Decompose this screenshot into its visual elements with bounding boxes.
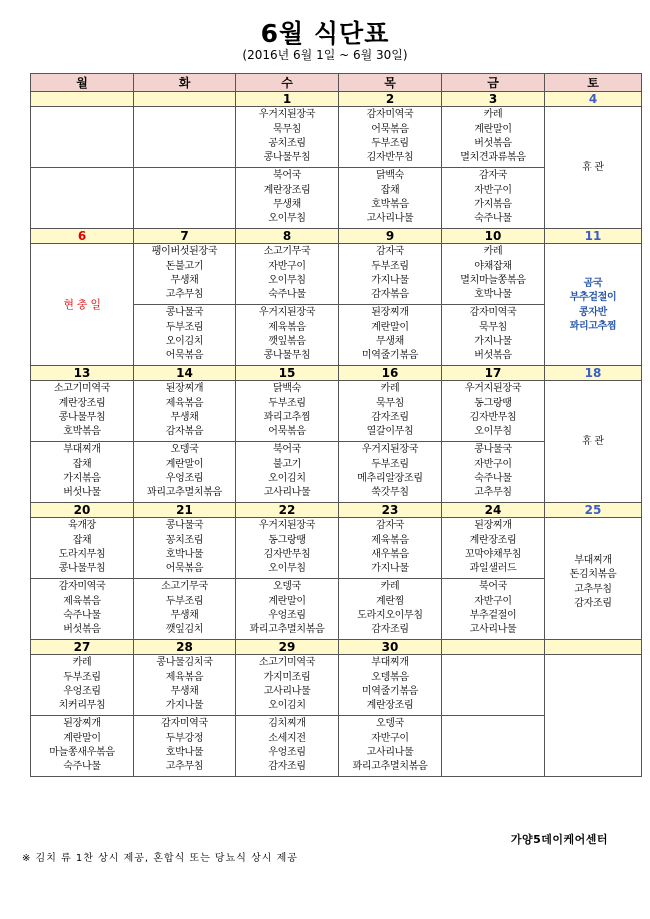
menu-cell bbox=[339, 579, 442, 640]
menu-item: 잡채 bbox=[380, 184, 400, 196]
menu-cell bbox=[236, 107, 339, 168]
menu-item: 제육볶음 bbox=[63, 595, 101, 607]
menu-item: 오뎅볶음 bbox=[371, 671, 409, 683]
menu-item: 돈김치볶음 bbox=[569, 569, 617, 581]
date-row bbox=[31, 366, 642, 381]
menu-item: 고사리나물 bbox=[469, 624, 517, 636]
menu-item: 북어국 bbox=[272, 170, 302, 182]
menu-cell bbox=[442, 107, 545, 168]
menu-item: 호박나물 bbox=[165, 549, 204, 560]
center-name: 가양5데이케어센터 bbox=[510, 833, 608, 846]
menu-item: 자반구이 bbox=[371, 732, 409, 744]
menu-item: 김치찌개 bbox=[268, 718, 306, 730]
menu-item: 고추무침 bbox=[165, 289, 204, 301]
menu-cell bbox=[442, 381, 545, 442]
menu-item: 콩나물무침 bbox=[263, 152, 311, 164]
menu-item: 콩나물국 bbox=[474, 444, 512, 456]
date-cell: 15 bbox=[236, 366, 339, 381]
menu-item: 꽈리고추멸치볶음 bbox=[147, 487, 222, 499]
menu-item: 고사리나물 bbox=[366, 213, 414, 225]
menu-item: 무생채 bbox=[170, 412, 199, 423]
menu-item: 우거지된장국 bbox=[361, 444, 419, 456]
menu-cell bbox=[31, 381, 134, 442]
menu-item: 고추무침 bbox=[574, 583, 612, 595]
lunch-row bbox=[31, 381, 642, 442]
menu-cell bbox=[339, 107, 442, 168]
menu-item: 도라지오이무침 bbox=[357, 610, 423, 621]
menu-item: 공치조림 bbox=[268, 138, 306, 149]
menu-item: 호박볶음 bbox=[371, 199, 409, 210]
menu-item: 두부조림 bbox=[371, 260, 409, 272]
menu-item: 두부조림 bbox=[63, 671, 101, 683]
menu-item: 꽈리고추찜 bbox=[569, 320, 617, 332]
menu-item: 계란말이 bbox=[371, 321, 409, 333]
menu-item: 우거지된장국 bbox=[258, 520, 316, 532]
date-row bbox=[31, 92, 642, 107]
menu-item: 감자국 bbox=[375, 520, 405, 532]
date-cell: 22 bbox=[236, 503, 339, 518]
menu-item: 가지볶음 bbox=[63, 473, 101, 484]
menu-item: 숙주나물 bbox=[63, 761, 101, 773]
menu-item: 꼬막야채무침 bbox=[464, 549, 522, 560]
menu-item: 계란말이 bbox=[63, 732, 101, 744]
menu-cell bbox=[134, 381, 236, 442]
menu-item: 우엉조림 bbox=[268, 747, 306, 758]
menu-item: 가지나물 bbox=[165, 700, 204, 712]
menu-cell bbox=[31, 716, 134, 777]
menu-cell bbox=[31, 655, 134, 716]
menu-cell bbox=[339, 244, 442, 305]
menu-cell bbox=[442, 305, 545, 366]
menu-item: 동그랑땡 bbox=[268, 534, 306, 546]
menu-cell bbox=[339, 442, 442, 503]
weekday-tue: 화 bbox=[134, 74, 236, 92]
menu-item: 카레 bbox=[380, 581, 400, 593]
menu-item: 부대찌개 bbox=[63, 444, 101, 456]
menu-item: 된장찌개 bbox=[165, 383, 204, 395]
date-row bbox=[31, 229, 642, 244]
menu-item: 계란말이 bbox=[474, 123, 512, 135]
weekday-header-row bbox=[31, 74, 642, 92]
menu-item: 콩자반 bbox=[578, 306, 608, 318]
menu-item: 닭백숙 bbox=[375, 170, 405, 182]
menu-item: 무생채 bbox=[272, 199, 302, 210]
menu-item: 도라지무침 bbox=[58, 549, 106, 560]
menu-item: 부추겉절이 bbox=[469, 610, 517, 621]
menu-item: 부추겉절이 bbox=[569, 292, 617, 304]
holiday-label: 현 충 일 bbox=[63, 297, 101, 311]
menu-cell bbox=[134, 305, 236, 366]
menu-item: 소세지전 bbox=[268, 732, 306, 744]
date-cell: 13 bbox=[31, 366, 134, 381]
menu-item: 계란말이 bbox=[165, 458, 204, 470]
menu-cell bbox=[31, 168, 134, 229]
menu-item: 소고기미역국 bbox=[258, 657, 316, 669]
menu-item: 오이무침 bbox=[268, 275, 306, 286]
menu-cell bbox=[31, 107, 134, 168]
menu-item: 가지나물 bbox=[371, 275, 409, 286]
menu-item: 치커리무침 bbox=[58, 700, 106, 712]
menu-item: 오뎅국 bbox=[375, 718, 405, 730]
menu-item: 꽈리고추멸치볶음 bbox=[249, 624, 325, 636]
menu-item: 두부조림 bbox=[165, 321, 204, 333]
menu-cell bbox=[442, 442, 545, 503]
menu-item: 제육볶음 bbox=[165, 397, 204, 409]
menu-item: 버섯나물 bbox=[63, 487, 101, 499]
menu-cell bbox=[339, 716, 442, 777]
menu-item: 감자볶음 bbox=[165, 426, 204, 438]
menu-item: 소고기무국 bbox=[263, 246, 311, 258]
lunch-row bbox=[31, 655, 642, 716]
menu-item: 콩나물무침 bbox=[263, 350, 311, 362]
lunch-row bbox=[31, 518, 642, 579]
menu-item: 육개장 bbox=[67, 520, 97, 532]
menu-item: 열갈이무침 bbox=[366, 426, 414, 438]
menu-item: 팽이버섯된장국 bbox=[151, 246, 218, 258]
date-cell: 18 bbox=[545, 366, 642, 381]
menu-item: 콩나물무침 bbox=[58, 412, 106, 423]
menu-item: 감자조림 bbox=[574, 597, 612, 609]
menu-item: 콩나물국 bbox=[165, 307, 204, 319]
menu-item: 두부조림 bbox=[165, 595, 204, 607]
menu-cell bbox=[236, 244, 339, 305]
menu-item: 된장찌개 bbox=[371, 307, 409, 319]
menu-cell bbox=[134, 244, 236, 305]
menu-item: 오이김치 bbox=[165, 336, 204, 347]
menu-item: 자반구이 bbox=[268, 260, 306, 272]
menu-item: 과일샐러드 bbox=[469, 563, 517, 575]
date-cell: 21 bbox=[134, 503, 236, 518]
menu-item: 감자미역국 bbox=[469, 307, 517, 319]
menu-cell bbox=[31, 579, 134, 640]
date-row bbox=[31, 503, 642, 518]
menu-item: 계란장조림 bbox=[469, 534, 517, 546]
menu-item: 부대찌개 bbox=[371, 657, 409, 669]
menu-item: 감자미역국 bbox=[366, 109, 414, 121]
menu-cell bbox=[236, 168, 339, 229]
date-cell: 10 bbox=[442, 229, 545, 244]
menu-cell bbox=[442, 244, 545, 305]
menu-item: 잡채 bbox=[72, 458, 92, 470]
menu-item: 자반구이 bbox=[474, 184, 512, 196]
menu-item: 우거지된장국 bbox=[464, 383, 522, 395]
menu-cell bbox=[442, 655, 545, 716]
menu-item: 숙주나물 bbox=[63, 610, 101, 621]
menu-item: 메추리알장조림 bbox=[357, 473, 423, 484]
menu-item: 묵무침 bbox=[272, 123, 302, 135]
menu-item: 무생채 bbox=[170, 275, 199, 286]
menu-item: 고추무침 bbox=[474, 487, 512, 499]
menu-cell bbox=[134, 716, 236, 777]
menu-item: 오이무침 bbox=[268, 213, 306, 225]
menu-item: 소고기무국 bbox=[161, 581, 208, 593]
menu-item: 제육볶음 bbox=[371, 534, 409, 546]
menu-item: 부대찌개 bbox=[574, 554, 612, 566]
menu-cell bbox=[339, 168, 442, 229]
date-cell: 23 bbox=[339, 503, 442, 518]
menu-item: 꽁치조림 bbox=[165, 534, 204, 546]
menu-item: 제육볶음 bbox=[268, 321, 306, 333]
date-cell: 27 bbox=[31, 640, 134, 655]
menu-item: 무생채 bbox=[170, 686, 199, 697]
menu-item: 카레 bbox=[72, 657, 92, 669]
menu-item: 버섯볶음 bbox=[474, 138, 512, 149]
menu-item: 오이김치 bbox=[268, 473, 306, 484]
date-cell: 24 bbox=[442, 503, 545, 518]
menu-item: 계란찜 bbox=[375, 595, 405, 607]
weekday-sat: 토 bbox=[545, 74, 642, 92]
menu-item: 제육볶음 bbox=[165, 671, 204, 683]
date-cell: 29 bbox=[236, 640, 339, 655]
menu-item: 계란장조림 bbox=[58, 397, 106, 409]
menu-item: 우거지된장국 bbox=[258, 307, 316, 319]
lunch-row bbox=[31, 107, 642, 168]
menu-cell bbox=[236, 655, 339, 716]
menu-cell bbox=[236, 381, 339, 442]
menu-cell bbox=[442, 168, 545, 229]
weekday-mon: 월 bbox=[31, 74, 134, 92]
date-cell: 11 bbox=[545, 229, 642, 244]
date-cell: 14 bbox=[134, 366, 236, 381]
menu-item: 콩나물무침 bbox=[58, 563, 106, 575]
menu-item: 깻잎볶음 bbox=[268, 336, 306, 347]
menu-item: 불고기 bbox=[272, 458, 302, 470]
menu-item: 두부강정 bbox=[165, 732, 204, 744]
saturday-cell bbox=[545, 244, 642, 366]
date-row bbox=[31, 640, 642, 655]
menu-cell bbox=[134, 168, 236, 229]
menu-cell bbox=[442, 716, 545, 777]
menu-item: 휴 관 bbox=[582, 436, 604, 448]
menu-item: 무생채 bbox=[375, 336, 405, 347]
menu-cell bbox=[236, 442, 339, 503]
date-cell: 1 bbox=[236, 92, 339, 107]
menu-item: 동그랑땡 bbox=[474, 397, 512, 409]
date-cell: 6 bbox=[31, 229, 134, 244]
menu-item: 된장찌개 bbox=[474, 520, 512, 532]
date-cell: 3 bbox=[442, 92, 545, 107]
page-title: 6월 식단표 bbox=[260, 19, 390, 48]
menu-item: 콩나물김치국 bbox=[156, 657, 213, 669]
menu-item: 김자반무침 bbox=[263, 549, 311, 560]
date-cell: 28 bbox=[134, 640, 236, 655]
menu-item: 무생채 bbox=[170, 610, 199, 621]
saturday-cell bbox=[545, 518, 642, 640]
menu-item: 소고기미역국 bbox=[53, 383, 111, 395]
menu-cell bbox=[442, 518, 545, 579]
menu-item: 콩나물국 bbox=[165, 520, 204, 532]
date-cell bbox=[442, 640, 545, 655]
menu-item: 오이무침 bbox=[474, 426, 512, 438]
menu-item: 고사리나물 bbox=[263, 686, 311, 697]
menu-item: 가지볶음 bbox=[474, 199, 512, 210]
menu-item: 북어국 bbox=[272, 444, 302, 456]
menu-item: 멸치견과류볶음 bbox=[460, 152, 526, 164]
date-cell: 9 bbox=[339, 229, 442, 244]
menu-item: 깻잎김치 bbox=[165, 624, 204, 636]
date-cell: 8 bbox=[236, 229, 339, 244]
menu-item: 고추무침 bbox=[165, 761, 204, 773]
menu-cell bbox=[339, 305, 442, 366]
menu-item: 우엉조림 bbox=[63, 686, 101, 697]
menu-item: 계란장조림 bbox=[263, 184, 311, 196]
weekday-fri: 금 bbox=[442, 74, 545, 92]
menu-cell bbox=[134, 442, 236, 503]
menu-cell bbox=[31, 442, 134, 503]
menu-item: 감자조림 bbox=[371, 624, 409, 636]
menu-item: 가지미조림 bbox=[263, 671, 311, 683]
menu-cell bbox=[236, 579, 339, 640]
menu-item: 곰국 bbox=[583, 277, 603, 289]
footnote: ※ 김치 류 1찬 상시 제공, 혼합식 또는 당뇨식 상시 제공 bbox=[22, 853, 298, 864]
menu-item: 두부조림 bbox=[371, 138, 409, 149]
menu-item: 고사리나물 bbox=[263, 487, 311, 499]
menu-item: 감자국 bbox=[478, 170, 508, 182]
menu-item: 호박볶음 bbox=[63, 426, 101, 438]
menu-cell bbox=[134, 518, 236, 579]
menu-item: 카레 bbox=[483, 246, 503, 258]
menu-item: 꽈리고추멸치볶음 bbox=[352, 761, 428, 773]
menu-item: 계란말이 bbox=[268, 595, 306, 607]
holiday-cell bbox=[31, 244, 134, 366]
date-cell: 7 bbox=[134, 229, 236, 244]
menu-item: 자반구이 bbox=[474, 458, 512, 470]
date-cell: 20 bbox=[31, 503, 134, 518]
menu-item: 오이김치 bbox=[268, 700, 306, 712]
menu-item: 감자조림 bbox=[268, 761, 306, 773]
date-cell bbox=[134, 92, 236, 107]
date-cell: 25 bbox=[545, 503, 642, 518]
menu-item: 쑥갓무침 bbox=[371, 487, 409, 499]
menu-item: 김자반무침 bbox=[366, 152, 414, 164]
menu-item: 멸치마늘쫑볶음 bbox=[460, 275, 526, 286]
menu-item: 북어국 bbox=[478, 581, 508, 593]
menu-cell bbox=[134, 579, 236, 640]
menu-cell bbox=[339, 381, 442, 442]
menu-item: 잡채 bbox=[72, 534, 92, 546]
menu-item: 감자미역국 bbox=[161, 718, 208, 730]
menu-item: 호박나물 bbox=[165, 747, 204, 758]
menu-item: 된장찌개 bbox=[63, 718, 101, 730]
menu-item: 카레 bbox=[483, 109, 503, 121]
menu-cell bbox=[236, 518, 339, 579]
menu-cell bbox=[134, 655, 236, 716]
menu-cell bbox=[442, 579, 545, 640]
menu-item: 버섯볶음 bbox=[63, 624, 101, 636]
date-cell bbox=[31, 92, 134, 107]
menu-item: 어묵볶음 bbox=[165, 350, 204, 362]
menu-item: 자반구이 bbox=[474, 595, 512, 607]
menu-item: 오이무침 bbox=[268, 563, 306, 575]
date-cell: 2 bbox=[339, 92, 442, 107]
menu-item: 고사리나물 bbox=[366, 747, 414, 758]
saturday-cell bbox=[545, 107, 642, 229]
menu-item: 묵무침 bbox=[375, 397, 405, 409]
menu-item: 호박나물 bbox=[474, 289, 512, 301]
menu-item: 닭백숙 bbox=[272, 383, 302, 395]
menu-cell bbox=[339, 518, 442, 579]
menu-item: 두부조림 bbox=[371, 458, 409, 470]
menu-cell bbox=[339, 655, 442, 716]
date-cell bbox=[545, 640, 642, 655]
saturday-cell bbox=[545, 381, 642, 503]
menu-item: 돈불고기 bbox=[165, 260, 204, 272]
menu-item: 가지나물 bbox=[474, 336, 512, 347]
menu-item: 가지나물 bbox=[371, 563, 409, 575]
menu-cell bbox=[134, 107, 236, 168]
meal-plan-table bbox=[30, 73, 642, 777]
menu-cell bbox=[31, 518, 134, 579]
menu-item: 어묵볶음 bbox=[371, 123, 409, 135]
date-cell: 30 bbox=[339, 640, 442, 655]
menu-item: 감자미역국 bbox=[58, 581, 106, 593]
menu-item: 숙주나물 bbox=[474, 213, 512, 225]
menu-item: 숙주나물 bbox=[474, 473, 512, 484]
menu-item: 묵무침 bbox=[478, 321, 508, 333]
menu-cell bbox=[236, 305, 339, 366]
weekday-thu: 목 bbox=[339, 74, 442, 92]
date-cell: 17 bbox=[442, 366, 545, 381]
menu-item: 미역줄기볶음 bbox=[361, 686, 419, 697]
weekday-wed: 수 bbox=[236, 74, 339, 92]
menu-item: 김자반무침 bbox=[469, 412, 517, 423]
menu-item: 감자국 bbox=[375, 246, 405, 258]
menu-item: 카레 bbox=[380, 383, 400, 395]
menu-item: 어묵볶음 bbox=[165, 563, 204, 575]
menu-item: 두부조림 bbox=[268, 397, 306, 409]
menu-item: 감자조림 bbox=[371, 412, 409, 423]
period-subtitle: (2016년 6월 1일 ~ 6월 30일) bbox=[242, 48, 408, 62]
menu-item: 우엉조림 bbox=[165, 473, 204, 484]
menu-item: 마늘쫑새우볶음 bbox=[49, 747, 115, 758]
menu-item: 계란장조림 bbox=[366, 700, 414, 712]
menu-item: 휴 관 bbox=[582, 162, 604, 174]
menu-item: 숙주나물 bbox=[268, 289, 306, 301]
saturday-cell bbox=[545, 655, 642, 777]
menu-item: 어묵볶음 bbox=[268, 426, 306, 438]
menu-item: 새우볶음 bbox=[371, 549, 409, 560]
menu-item: 우거지된장국 bbox=[258, 109, 316, 121]
menu-item: 우엉조림 bbox=[268, 610, 306, 621]
menu-item: 버섯볶음 bbox=[474, 350, 512, 362]
date-cell: 4 bbox=[545, 92, 642, 107]
menu-cell bbox=[236, 716, 339, 777]
lunch-row bbox=[31, 244, 642, 305]
menu-item: 꽈리고추찜 bbox=[263, 412, 311, 423]
menu-item: 오뎅국 bbox=[272, 581, 302, 593]
menu-item: 야채잡채 bbox=[474, 260, 512, 272]
date-cell: 16 bbox=[339, 366, 442, 381]
menu-item: 감자볶음 bbox=[371, 289, 409, 301]
menu-item: 오뎅국 bbox=[170, 444, 199, 456]
menu-item: 미역줄기볶음 bbox=[361, 350, 419, 362]
